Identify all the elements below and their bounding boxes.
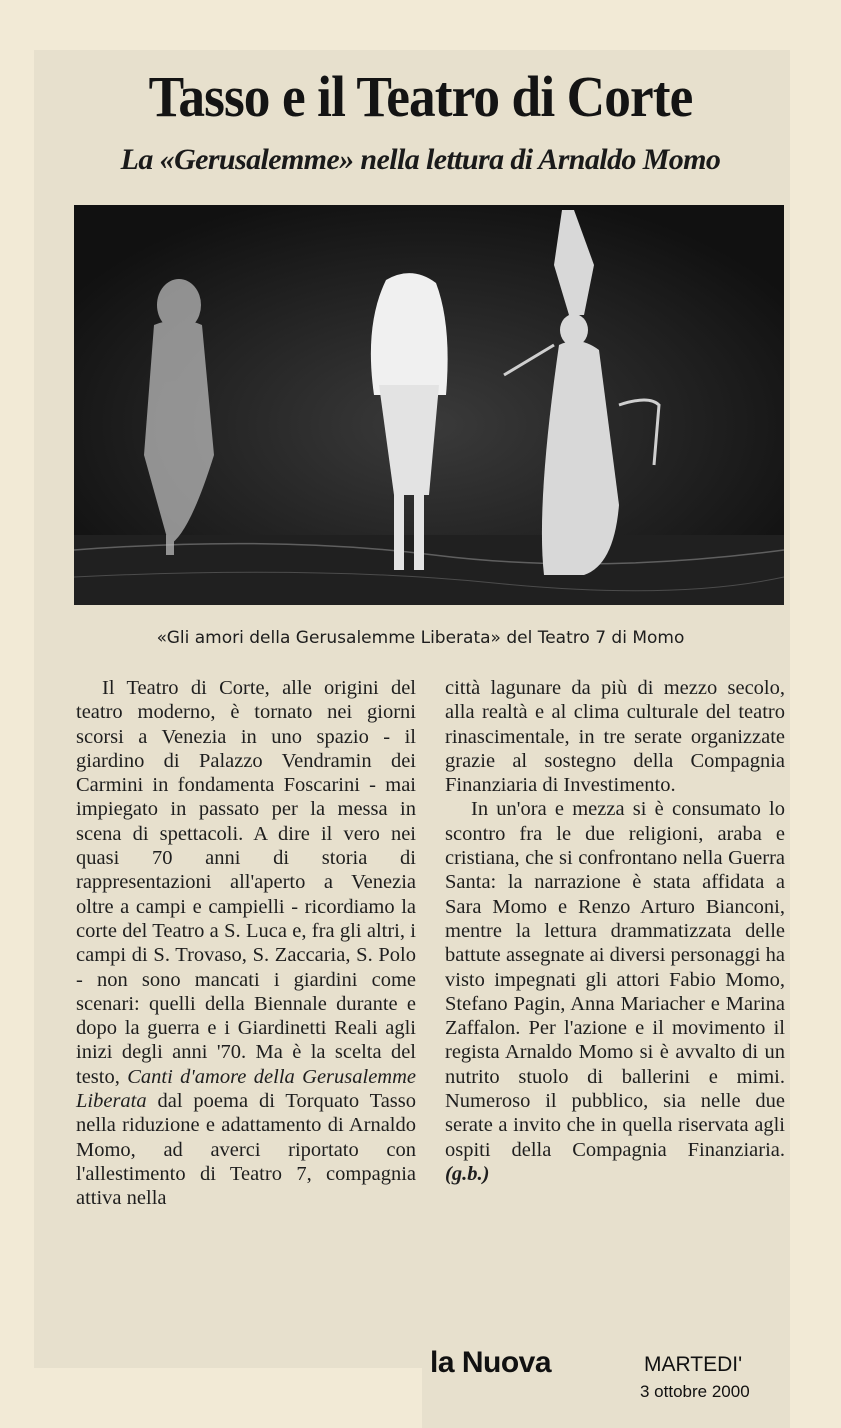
publication-date: 3 ottobre 2000 <box>640 1382 750 1401</box>
author-signature: (g.b.) <box>445 1162 490 1185</box>
article-column-left <box>76 676 416 1211</box>
newspaper-name: la Nuova <box>430 1346 552 1379</box>
article-column-right <box>445 676 785 1186</box>
left-paragraph <box>76 676 416 1211</box>
photo-caption: «Gli amori della Gerusalemme Liberata» del Teatro 7 di Momo <box>156 628 685 648</box>
left-text-part1: Il Teatro di Corte, alle origini del teatro moderno, è tornato nei giorni scorsi a Venezia in uno spazio - il giardino di Palazzo Vendramin dei Carmini in fondamenta Foscarini - mai impiegato in passato per la messa in scena di spettacoli. A dire il vero nei quasi 70 anni di storia di rappresentazioni all'aperto a Venezia oltre a campi e campielli - ricordiamo la corte del Teatro a S. Luca e, fra gli altri, i campi di S. Trovaso, S. Zaccaria, S. Polo - non sono mancati i giardini come scenari: quelli della Biennale durante e dopo la guerra e i Giardinetti Reali agli inizi degli anni '70. Ma è la scelta del testo, <box>76 677 416 1088</box>
right-paragraph-2 <box>445 797 785 1186</box>
subheadline: La «Gerusalemme» nella lettura di Arnaldo Momo <box>120 143 721 176</box>
publication-weekday: MARTEDI' <box>644 1353 743 1376</box>
work-title: Canti d'amore della Gerusalemme Liberata <box>76 1065 417 1113</box>
right-paragraph-1: città lagunare da più di mezzo secolo, alla realtà e al clima culturale del teatro rinascimentale, in tre serate organizzate grazie al sostegno della Compagnia Finanziaria di Investimento. <box>445 677 785 797</box>
right-paragraph-2-text: In un'ora e mezza si è consumato lo scontro fra le due religioni, araba e cristiana, che si confrontano nella Guerra Santa: la narrazione è stata affidata a Sara Momo e Renzo Arturo Bianconi, mentre la lettura drammatizzata delle battute assegnate ai diversi personaggi ha visto impegnati gli attori Fabio Momo, Stefano Pagin, Anna Mariacher e Marina Zaffalon. Per l'azione e il movimento il regista Arnaldo Momo si è avvalto di un nutrito stuolo di ballerini e mimi. Numeroso il pubblico, sia nelle due serate a invito che in quella riservata agli ospiti della Compagnia Finanziaria. <box>445 798 785 1161</box>
left-text-part2: dal poema di Torquato Tasso nella riduzione e adattamento di Arnaldo Momo, ad averci riportato con l'allestimento di Teatro 7, compagnia attiva nella <box>76 1090 416 1210</box>
stage-photo-image <box>74 205 784 605</box>
headline: Tasso e il Teatro di Corte <box>148 64 693 129</box>
stage-photo <box>74 205 784 605</box>
